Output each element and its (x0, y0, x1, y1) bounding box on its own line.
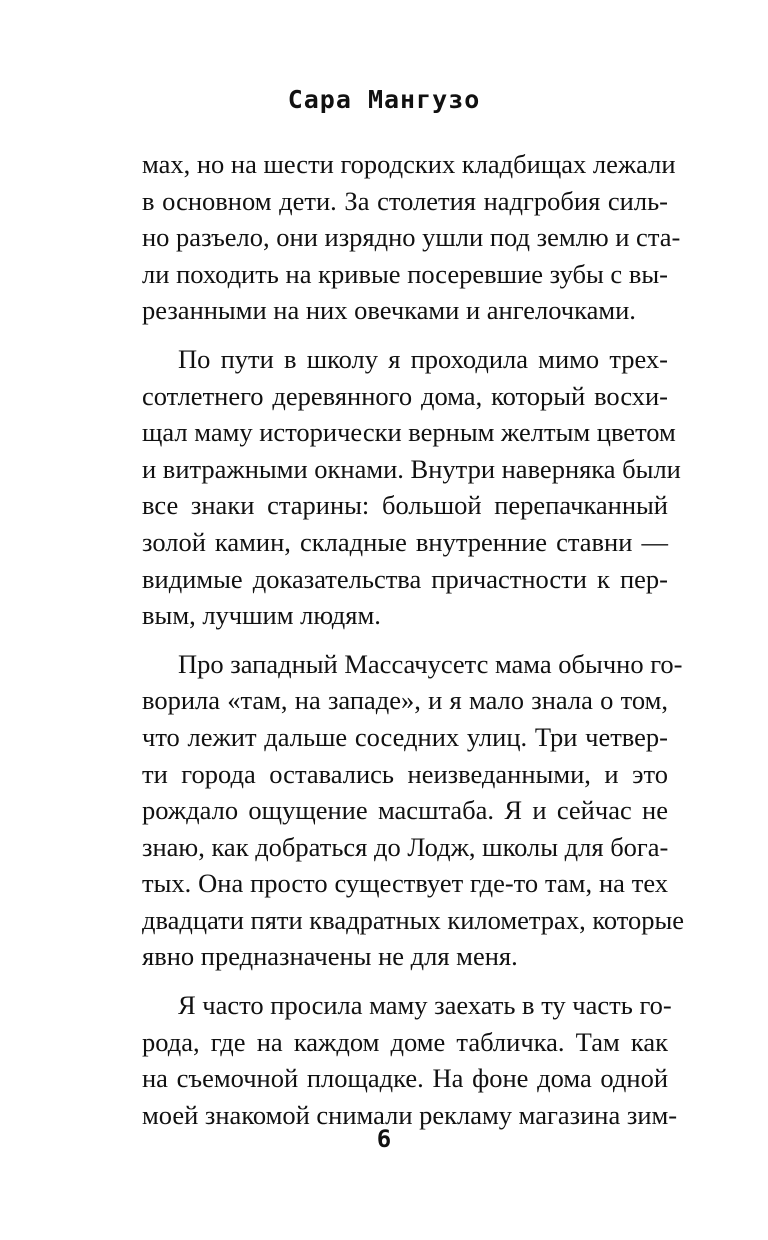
text-line: тых. Она просто существует где-то там, на тех (142, 868, 668, 899)
text-line: все знаки старины: большой перепачканный (142, 490, 668, 521)
text-line: мах, но на шести городских кладбищах лежали (142, 149, 676, 179)
text-line: видимые доказательства причастности к пер- (142, 563, 668, 594)
text-line: ли походить на кривые посеревшие зубы с вы- (142, 258, 668, 289)
text-line: ворила «там, на западе», и я мало знала о том, (142, 685, 668, 716)
paragraph (142, 341, 681, 634)
text-line: знаю, как добраться до Лодж, школы для бога- (142, 831, 669, 862)
text-line: моей знакомой снимали рекламу магазина зим- (142, 1099, 678, 1130)
page-number: 6 (376, 1125, 392, 1153)
text-line: и витражными окнами. Внутри наверняка были (142, 453, 681, 484)
body-text (142, 146, 685, 1133)
text-line: в основном дети. За столетия надгробия силь- (142, 185, 668, 216)
text-line: Про западный Массачусетс мама обычно го- (178, 648, 683, 679)
paragraph-spacing (142, 329, 668, 341)
text-line: резанными на них овечками и ангелочками. (142, 295, 636, 326)
running-title: Сара Мангузо (287, 85, 481, 114)
text-line: но разъело, они изрядно ушли под землю и ста- (142, 222, 681, 253)
paragraph-spacing (142, 975, 668, 987)
paragraph (142, 146, 681, 329)
text-line: что лежит дальше соседних улиц. Три четвер- (142, 721, 668, 752)
paragraph-spacing (142, 634, 668, 646)
text-line: двадцати пяти квадратных километрах, которые (142, 904, 685, 935)
text-line: рождало ощущение масштаба. Я и сейчас не (142, 795, 668, 826)
text-line: явно предназначены не для меня. (142, 941, 518, 972)
text-line: на съемочной площадке. На фоне дома одной (142, 1063, 668, 1094)
text-line: золой камин, складные внутренние ставни — (142, 526, 668, 557)
text-line: ти города оставались неизведанными, и это (142, 758, 668, 789)
paragraph (142, 987, 678, 1133)
text-line: щал маму исторически верным желтым цветом (142, 417, 676, 448)
text-line: Я часто просила маму заехать в ту часть го- (178, 990, 672, 1021)
text-line: вым, лучшим людям. (142, 600, 381, 631)
text-line: сотлетнего деревянного дома, который восхи- (142, 380, 668, 411)
paragraph (142, 646, 685, 975)
text-line: По пути в школу я проходила мимо трех- (178, 343, 668, 374)
text-line: рода, где на каждом доме табличка. Там как (142, 1026, 668, 1057)
